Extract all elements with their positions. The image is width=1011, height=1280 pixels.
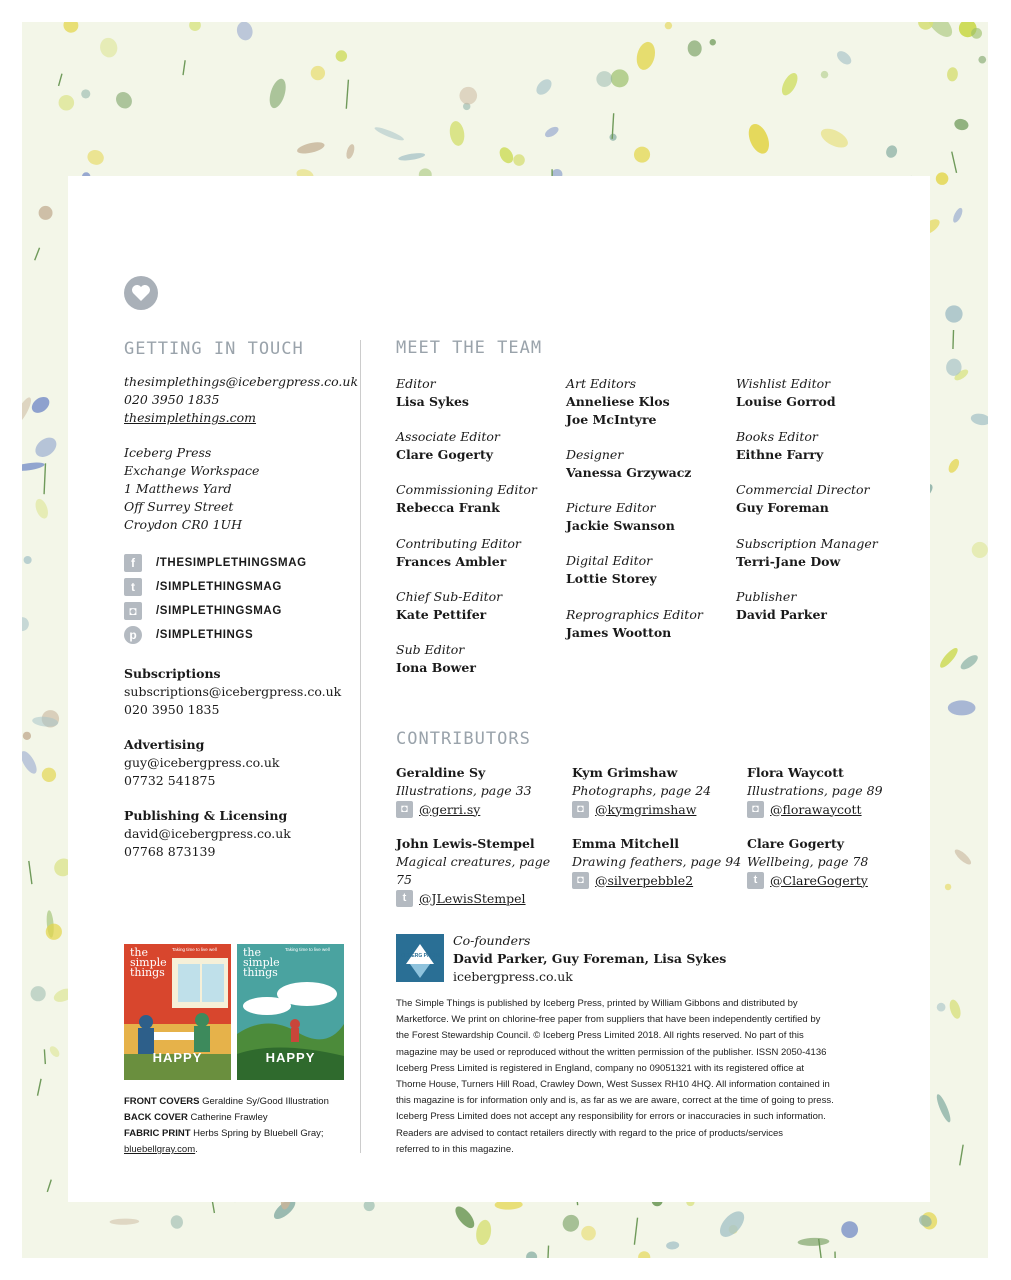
floral-leaf: [32, 434, 60, 461]
floral-leaf: [109, 1218, 139, 1225]
floral-leaf: [235, 22, 255, 42]
floral-leaf: [311, 66, 325, 80]
floral-leaf: [22, 616, 30, 633]
contributor-handle: @gerri.sy: [419, 801, 481, 817]
floral-leaf: [35, 248, 40, 260]
floral-leaf: [452, 1203, 478, 1231]
floral-leaf: [972, 542, 988, 558]
team-role: Chief Sub-Editor: [396, 589, 503, 604]
contributor-handle-link[interactable]: [747, 800, 917, 818]
team-member: [566, 499, 731, 535]
floral-leaf: [170, 1214, 184, 1229]
social-link-twitter[interactable]: [124, 575, 354, 599]
contributor-handle-link[interactable]: [572, 871, 742, 889]
cover-title: HAPPY: [265, 1050, 316, 1065]
founders-label: Co-founders: [453, 933, 531, 948]
contact-block: [124, 373, 358, 427]
team-member: [736, 535, 901, 571]
legal-line: Marketforce. We print on chlorine-free paper from suppliers that have been independently certified by: [396, 1014, 821, 1026]
subscriptions-heading: Subscriptions: [124, 666, 221, 681]
team-name: James Wootton: [566, 625, 672, 640]
floral-leaf: [666, 1241, 680, 1250]
founders-site[interactable]: icebergpress.co.uk: [453, 969, 573, 984]
advertising-phone: 07732 541875: [124, 773, 216, 788]
contributor-work: Illustrations, page 89: [747, 783, 883, 798]
floral-leaf: [835, 1252, 836, 1258]
subscriptions-email[interactable]: subscriptions@icebergpress.co.uk: [124, 684, 342, 699]
floral-leaf: [39, 765, 59, 785]
floral-leaf: [884, 144, 899, 160]
team-name: Vanessa Grzywacz: [566, 465, 692, 480]
team-name: Joe McIntyre: [566, 412, 657, 427]
contributor-handle-link[interactable]: [396, 800, 566, 818]
floral-leaf: [938, 646, 961, 670]
team-name: Rebecca Frank: [396, 500, 500, 515]
team-member: [736, 375, 901, 411]
floral-leaf: [835, 49, 854, 68]
team-role: Wishlist Editor: [736, 376, 831, 391]
team-member: [396, 588, 561, 624]
team-role: Sub Editor: [396, 642, 465, 657]
floral-leaf: [638, 1251, 650, 1258]
floral-leaf: [85, 148, 105, 167]
contributor-work: Magical creatures, page 75: [396, 854, 551, 887]
contact-email[interactable]: thesimplethings@icebergpress.co.uk: [124, 374, 359, 389]
contributor-card: [747, 835, 917, 889]
team-role: Subscription Manager: [736, 536, 878, 551]
team-name: Lottie Storey: [566, 571, 657, 586]
floral-leaf: [952, 152, 957, 173]
floral-leaf: [560, 1212, 582, 1235]
floral-leaf: [581, 1226, 596, 1241]
cover-tagline: Taking time to live well: [172, 947, 217, 952]
credit-label: BACK COVER: [124, 1112, 188, 1123]
team-member: [396, 481, 561, 517]
instagram-icon: ◘: [124, 602, 142, 620]
team-role: Reprographics Editor: [566, 607, 703, 622]
front-cover-2: [237, 944, 344, 1080]
floral-leaf: [951, 207, 964, 224]
floral-leaf: [296, 140, 326, 156]
front-cover-credit: [124, 1094, 354, 1110]
team-name: Frances Ambler: [396, 554, 507, 569]
floral-leaf: [978, 56, 986, 64]
floral-leaf: [936, 172, 949, 185]
logo-text: ICEBERG PRESS: [399, 953, 441, 959]
floral-leaf: [46, 924, 62, 940]
floral-leaf: [336, 50, 347, 61]
legal-line: Iceberg Press Limited does not accept any responsibility for errors or inaccuracies in such information.: [396, 1111, 826, 1123]
floral-leaf: [183, 60, 185, 75]
team-member: [736, 588, 901, 624]
contributor-name: Emma Mitchell: [572, 836, 679, 851]
subscriptions-block: [124, 665, 341, 719]
credit-end: .: [195, 1144, 198, 1155]
twitter-icon: t: [747, 872, 764, 889]
floral-leaf: [59, 95, 75, 111]
floral-leaf: [474, 1219, 493, 1247]
floral-leaf: [22, 749, 40, 776]
floral-leaf: [113, 89, 135, 112]
team-role: Contributing Editor: [396, 536, 521, 551]
cover-masthead: the simple things: [243, 946, 280, 979]
team-role: Commercial Director: [736, 482, 870, 497]
publishing-heading: Publishing & Licensing: [124, 808, 288, 823]
instagram-icon: ◘: [396, 801, 413, 818]
floral-leaf: [48, 1044, 61, 1058]
meet-the-team-title: MEET THE TEAM: [396, 338, 543, 358]
address-line: Off Surrey Street: [124, 499, 234, 514]
team-member: [396, 641, 561, 677]
cover-credits: [124, 1094, 354, 1158]
getting-in-touch-title: GETTING IN TOUCH: [124, 339, 304, 359]
team-role: Books Editor: [736, 429, 818, 444]
legal-line: this magazine is for information only and is, as far as we are aware, correct at the time of going to press.: [396, 1095, 834, 1107]
fabric-print-credit: [124, 1126, 354, 1142]
team-role: Art Editors: [566, 376, 637, 391]
founders-block: [453, 932, 726, 986]
floral-leaf: [953, 330, 954, 349]
floral-leaf: [634, 40, 658, 72]
credit-value: Catherine Frawley: [190, 1112, 268, 1123]
iceberg-press-logo: [396, 934, 444, 982]
instagram-icon: ◘: [572, 801, 589, 818]
fabric-link-line: [124, 1142, 354, 1158]
team-role: Designer: [566, 447, 624, 462]
floral-leaf: [44, 463, 45, 494]
front-cover-1: [124, 944, 231, 1080]
floral-leaf: [346, 80, 348, 109]
social-label: /SIMPLETHINGSMAG: [156, 605, 282, 617]
floral-leaf: [841, 1221, 858, 1238]
social-list: [124, 551, 354, 647]
floral-leaf: [946, 457, 961, 474]
floral-leaf: [971, 28, 982, 39]
contributor-card: [572, 764, 742, 818]
contributor-work: Photographs, page 24: [572, 783, 712, 798]
subscriptions-phone: 020 3950 1835: [124, 702, 220, 717]
floral-leaf: [745, 121, 773, 157]
contributor-handle-link[interactable]: [747, 871, 917, 889]
contributors-title: CONTRIBUTORS: [396, 729, 531, 749]
team-role: Publisher: [736, 589, 797, 604]
legal-line: Readers are advised to contact retailers directly with regard to the price of products/services: [396, 1127, 784, 1139]
credit-label: FRONT COVERS: [124, 1096, 200, 1107]
floral-leaf: [543, 125, 560, 140]
floral-leaf: [918, 22, 933, 30]
floral-leaf: [665, 22, 672, 29]
instagram-icon: ◘: [747, 801, 764, 818]
floral-leaf: [373, 125, 405, 142]
floral-leaf: [38, 1079, 42, 1096]
floral-leaf: [267, 77, 289, 110]
advertising-block: [124, 736, 279, 790]
floral-leaf: [960, 1145, 963, 1166]
contributor-card: [747, 764, 917, 818]
column-divider: [360, 340, 361, 1153]
contact-website-link[interactable]: thesimplethings.com: [124, 410, 257, 425]
contributor-name: John Lewis-Stempel: [396, 836, 535, 851]
twitter-icon: t: [396, 890, 413, 907]
floral-leaf: [958, 653, 980, 672]
pinterest-icon: p: [124, 626, 142, 644]
address-line: Exchange Workspace: [124, 463, 260, 478]
address-line: Croydon CR0 1UH: [124, 517, 242, 532]
publishing-phone: 07768 873139: [124, 844, 216, 859]
publishing-email[interactable]: david@icebergpress.co.uk: [124, 826, 291, 841]
team-member: [396, 535, 561, 571]
floral-leaf: [548, 1246, 549, 1258]
founders-names: David Parker, Guy Foreman, Lisa Sykes: [453, 951, 727, 966]
social-label: /SIMPLETHINGSMAG: [156, 581, 282, 593]
floral-leaf: [821, 71, 829, 79]
team-member: [396, 375, 561, 411]
floral-leaf: [448, 120, 466, 147]
floral-leaf: [59, 74, 62, 86]
floral-leaf: [459, 87, 477, 105]
contributor-card: [572, 835, 742, 889]
team-name: Iona Bower: [396, 660, 476, 675]
floral-leaf: [29, 861, 32, 884]
contributor-handle: @kymgrimshaw: [595, 801, 697, 817]
social-link-pinterest[interactable]: [124, 623, 354, 647]
floral-leaf: [779, 71, 801, 98]
floral-leaf: [47, 1180, 51, 1192]
address-line: Iceberg Press: [124, 445, 212, 460]
floral-leaf: [797, 1237, 829, 1246]
floral-leaf: [22, 395, 34, 426]
floral-leaf: [497, 145, 516, 166]
floral-leaf: [398, 152, 426, 162]
floral-leaf: [526, 1251, 537, 1258]
floral-leaf: [953, 847, 973, 866]
twitter-icon: t: [124, 578, 142, 596]
cover-tagline: Taking time to live well: [285, 947, 330, 952]
floral-leaf: [611, 69, 629, 87]
floral-leaf: [23, 732, 31, 740]
contributor-work: Drawing feathers, page 94: [572, 854, 742, 869]
legal-line: The Simple Things is published by Iceberg Press, printed by William Gibbons and distributed by: [396, 998, 798, 1009]
floral-leaf: [31, 986, 46, 1001]
team-role: Picture Editor: [566, 500, 656, 515]
heart-icon: [131, 284, 151, 302]
team-role: Digital Editor: [566, 553, 653, 568]
contributor-handle: @JLewisStempel: [419, 890, 526, 906]
heart-badge: [124, 276, 158, 310]
team-name: Lisa Sykes: [396, 394, 469, 409]
team-name: Clare Gogerty: [396, 447, 494, 462]
legal-line: the Forest Stewardship Council. © Iceberg Press Limited 2018. All rights reserved. No part of this: [396, 1030, 804, 1042]
floral-leaf: [33, 497, 50, 520]
team-member: [566, 552, 731, 588]
contributor-name: Flora Waycott: [747, 765, 844, 780]
team-name: Louise Gorrod: [736, 394, 836, 409]
back-cover-credit: [124, 1110, 354, 1126]
floral-leaf: [687, 40, 702, 57]
credit-label: FABRIC PRINT: [124, 1128, 191, 1139]
team-member: [396, 428, 561, 464]
team-name: David Parker: [736, 607, 827, 622]
floral-leaf: [818, 125, 851, 152]
team-member: [566, 446, 731, 482]
legal-notice: [396, 996, 896, 1158]
team-member: [736, 481, 901, 517]
contributor-handle: @ClareGogerty: [770, 872, 868, 888]
floral-leaf: [98, 36, 119, 59]
legal-line: Thorne House, Turners Hill Road, Crawley Down, West Sussex RH10 4HQ. All information contained in: [396, 1079, 830, 1091]
team-name: Anneliese Klos: [566, 394, 670, 409]
floral-leaf: [596, 71, 612, 87]
credit-value: Geraldine Sy/Good Illustration: [202, 1096, 329, 1107]
floral-leaf: [945, 305, 962, 322]
team-member: [566, 375, 731, 429]
facebook-icon: f: [124, 554, 142, 572]
contributor-handle: @florawaycott: [770, 801, 862, 817]
floral-leaf: [345, 143, 356, 160]
floral-leaf: [937, 1003, 946, 1012]
floral-leaf: [60, 22, 81, 36]
floral-leaf: [948, 998, 963, 1020]
floral-leaf: [39, 206, 53, 220]
floral-leaf: [715, 1207, 748, 1241]
floral-leaf: [970, 412, 988, 426]
contributor-handle: @silverpebble2: [595, 872, 694, 888]
floral-leaf: [934, 1093, 953, 1124]
address-line: 1 Matthews Yard: [124, 481, 232, 496]
contributor-work: Illustrations, page 33: [396, 783, 532, 798]
team-name: Guy Foreman: [736, 500, 829, 515]
social-link-facebook[interactable]: [124, 551, 354, 575]
publishing-block: [124, 807, 291, 861]
floral-leaf: [945, 884, 951, 890]
legal-line: magazine may be used or reproduced without the written permission of the publisher. ISSN 2050-4136: [396, 1046, 827, 1058]
floral-leaf: [81, 89, 90, 98]
floral-leaf: [946, 67, 958, 82]
floral-leaf: [953, 117, 970, 131]
social-label: /SIMPLETHINGS: [156, 629, 254, 641]
contributor-card: [396, 764, 566, 818]
team-name: Jackie Swanson: [566, 518, 675, 533]
social-label: /THESIMPLETHINGSMAG: [156, 557, 307, 569]
contributor-name: Geraldine Sy: [396, 765, 486, 780]
floral-leaf: [948, 700, 976, 715]
cover-title: HAPPY: [152, 1050, 203, 1065]
contributor-name: Kym Grimshaw: [572, 765, 678, 780]
floral-leaf: [634, 1218, 637, 1245]
team-role: Associate Editor: [396, 429, 500, 444]
team-member: [566, 606, 731, 642]
contributor-handle-link[interactable]: [572, 800, 742, 818]
bluebellgray-link[interactable]: bluebellgray.com: [124, 1144, 196, 1155]
team-name: Terri-Jane Dow: [736, 554, 841, 569]
floral-leaf: [533, 76, 554, 97]
cover-masthead: the simple things: [130, 946, 167, 979]
floral-leaf: [634, 147, 650, 163]
team-role: Commissioning Editor: [396, 482, 537, 497]
advertising-heading: Advertising: [124, 737, 205, 752]
floral-leaf: [44, 1049, 45, 1064]
team-member: [736, 428, 901, 464]
advertising-email[interactable]: guy@icebergpress.co.uk: [124, 755, 280, 770]
team-name: Eithne Farry: [736, 447, 824, 462]
floral-leaf: [189, 22, 201, 31]
credit-value: Herbs Spring by Bluebell Gray;: [193, 1128, 324, 1139]
contact-phone: 020 3950 1835: [124, 392, 220, 407]
contributor-handle-link[interactable]: [396, 889, 566, 907]
address-block: [124, 444, 259, 534]
floral-leaf: [513, 154, 525, 166]
legal-line: referred to in this magazine.: [396, 1143, 514, 1155]
contributor-work: Wellbeing, page 78: [747, 854, 869, 869]
floral-leaf: [29, 394, 53, 417]
floral-leaf: [24, 556, 32, 564]
social-link-instagram[interactable]: [124, 599, 354, 623]
legal-line: Iceberg Press Limited is registered in England, company no 09051321 with its registered office at: [396, 1062, 805, 1074]
contributor-card: [396, 835, 566, 907]
floral-leaf: [22, 461, 45, 472]
team-name: Kate Pettifer: [396, 607, 487, 622]
contributor-name: Clare Gogerty: [747, 836, 845, 851]
floral-leaf: [710, 39, 716, 45]
instagram-icon: ◘: [572, 872, 589, 889]
team-role: Editor: [396, 376, 436, 391]
